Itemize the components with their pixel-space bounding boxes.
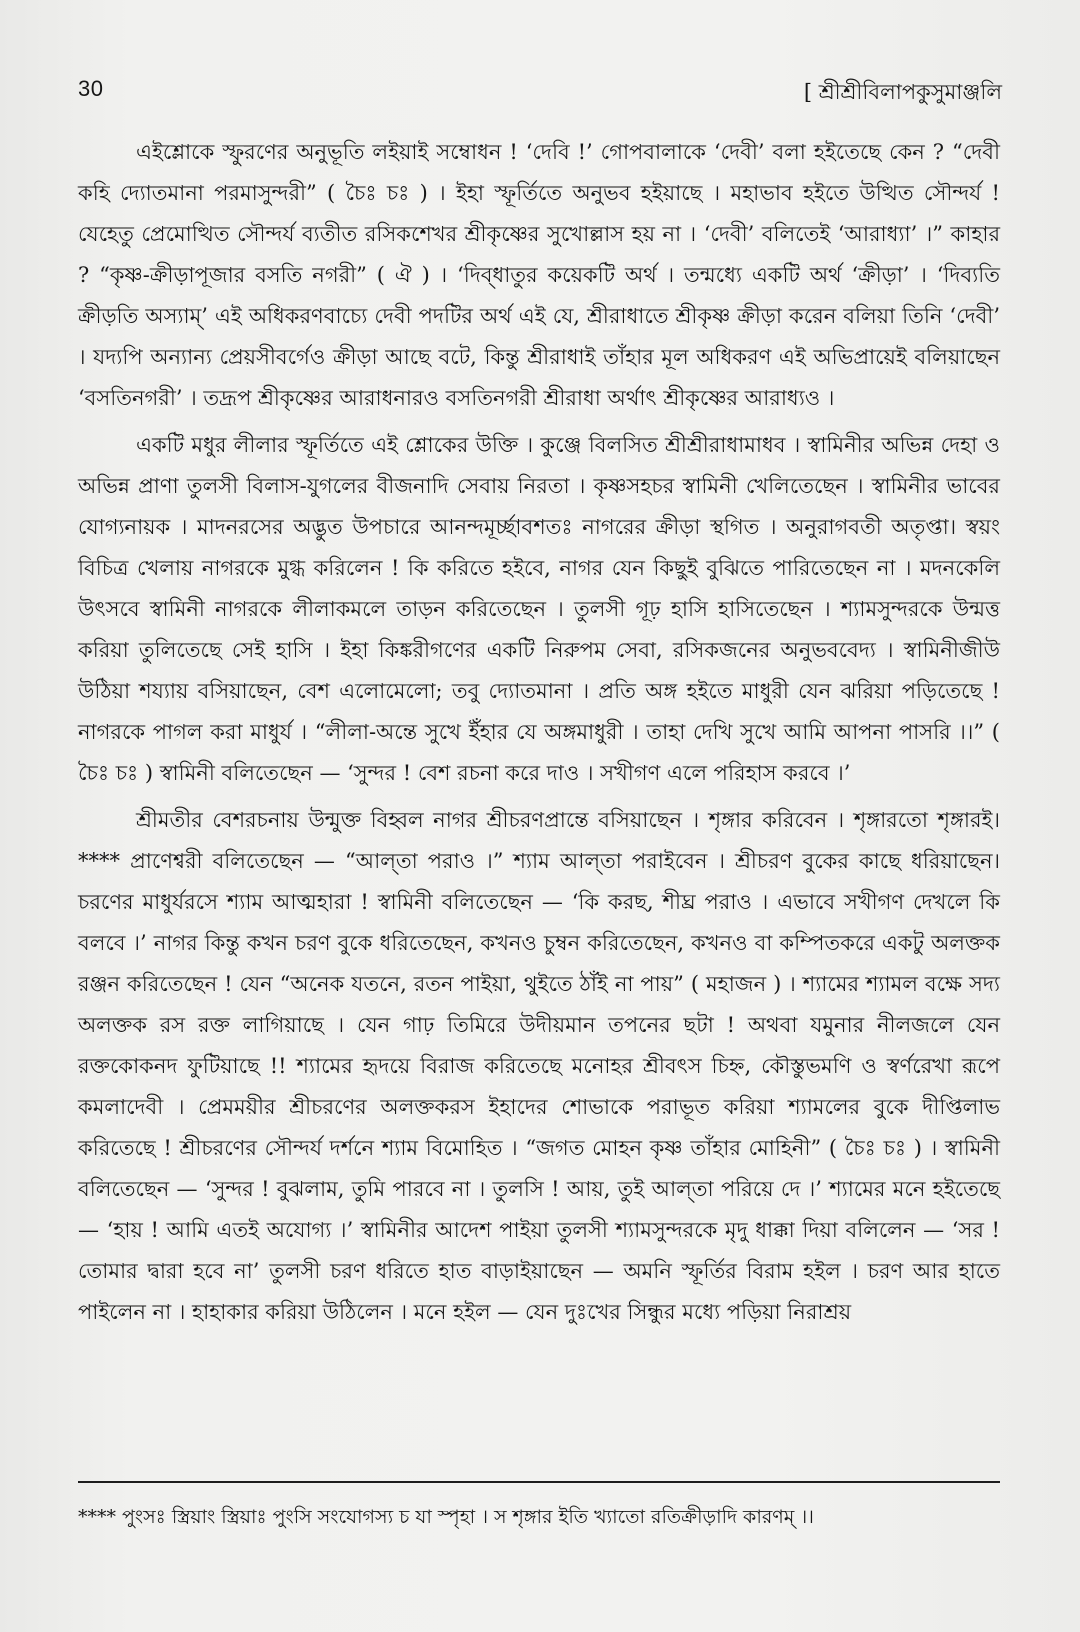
footnote-divider [78, 1481, 1000, 1483]
paragraph: শ্রীমতীর বেশরচনায় উন্মুক্ত বিহ্বল নাগর শ্রীচরণপ্রান্তে বসিয়াছেন । শৃঙ্গার করিবেন । শৃঙ্গারতো শৃঙ্গারই। **** প্রাণেশ্বরী বলিতেছেন — “আল্‌তা পরাও ।” শ্যাম আল্‌তা পরাইবেন । শ্রীচরণ বুকের কাছে ধরিয়াছেন। চরণের মাধুর্যরসে শ্যাম আত্মহারা ! স্বামিনী বলিতেছেন — ‘কি করছ, শীঘ্র পরাও । এভাবে সখীগণ দেখলে কি বলবে ।’ নাগর কিন্তু কখন চরণ বুকে ধরিতেছেন, কখনও চুম্বন করিতেছেন, কখনও বা কম্পিতকরে একটু অলক্তক রঞ্জন করিতেছেন ! যেন “অনেক যতনে, রতন পাইয়া, থুইতে ঠাঁই না পায়” ( মহাজন ) । শ্যামের শ্যামল বক্ষে সদ্য অলক্তক রস রক্ত লাগিয়াছে । যেন গাঢ় তিমিরে উদীয়মান তপনের ছটা ! অথবা যমুনার নীলজলে যেন রক্তকোকনদ ফুটিয়াছে !! শ্যামের হৃদয়ে বিরাজ করিতেছে মনোহর শ্রীবৎস চিহ্ন, কৌস্তুভমণি ও স্বর্ণরেখা রূপে কমলাদেবী । প্রেমময়ীর শ্রীচরণের অলক্তকরস ইহাদের শোভাকে পরাভূত করিয়া শ্যামলের বুকে দীপ্তিলাভ করিতেছে ! শ্রীচরণের সৌন্দর্য দর্শনে শ্যাম বিমোহিত । “জগত মোহন কৃষ্ণ তাঁহার মোহিনী” ( চৈঃ চঃ ) । স্বামিনী বলিতেছেন — ‘সুন্দর ! বুঝলাম, তুমি পারবে না । তুলসি ! আয়, তুই আল্‌তা পরিয়ে দে ।’ শ্যামের মনে হইতেছে — ‘হায় ! আমি এতই অযোগ্য ।’ স্বামিনীর আদেশ পাইয়া তুলসী শ্যামসুন্দরকে মৃদু ধাক্কা দিয়া বলিলেন — ‘সর ! তোমার দ্বারা হবে না’ তুলসী চরণ ধরিতে হাত বাড়াইয়াছেন — অমনি স্ফূর্তির বিরাম হইল । চরণ আর হাতে পাইলেন না । হাহাকার করিয়া উঠিলেন । মনে হইল — যেন দুঃখের সিন্ধুর মধ্যে পড়িয়া নিরাশ্রয় [78, 808, 1000, 1324]
paragraph: একটি মধুর লীলার স্ফূর্তিতে এই শ্লোকের উক্তি । কুঞ্জে বিলসিত শ্রীশ্রীরাধামাধব । স্বামিনীর অভিন্ন দেহা ও অভিন্ন প্রাণা তুলসী বিলাস-যুগলের বীজনাদি সেবায় নিরতা । কৃষ্ণসহচর স্বামিনী খেলিতেছেন । স্বামিনীর ভাবের যোগ্যনায়ক । মাদনরসের অদ্ভুত উপচারে আনন্দমূর্চ্ছাবশতঃ নাগরের ক্রীড়া স্থগিত । অনুরাগবতী অতৃপ্তা। স্বয়ং বিচিত্র খেলায় নাগরকে মুগ্ধ করিলেন ! কি করিতে হইবে, নাগর যেন কিছুই বুঝিতে পারিতেছেন না । মদনকেলি উৎসবে স্বামিনী নাগরকে লীলাকমলে তাড়ন করিতেছেন । তুলসী গূঢ় হাসি হাসিতেছেন । শ্যামসুন্দরকে উন্মত্ত করিয়া তুলিতেছে সেই হাসি । ইহা কিঙ্করীগণের একটি নিরুপম সেবা, রসিকজনের অনুভববেদ্য । স্বামিনীজীউ উঠিয়া শয্যায় বসিয়াছেন, বেশ এলোমেলো; তবু দ্যোতমানা । প্রতি অঙ্গ হইতে মাধুরী যেন ঝরিয়া পড়িতেছে ! নাগরকে পাগল করা মাধুর্য । “লীলা-অন্তে সুখে ইঁহার যে অঙ্গমাধুরী । তাহা দেখি সুখে আমি আপনা পাসরি ।।” ( চৈঃ চঃ ) স্বামিনী বলিতেছেন — ‘সুন্দর ! বেশ রচনা করে দাও । সখীগণ এলে পরিহাস করবে ।’ [78, 433, 1000, 785]
page-body [78, 132, 1000, 1339]
page-header [78, 76, 1002, 110]
footnote: **** পুংসঃ স্ত্রিয়াং স্ত্রিয়াঃ পুংসি সংযোগস্য চ যা স্পৃহা । স শৃঙ্গার ইতি খ্যাতো রতিক্রীড়াদি কারণম্ ।। [78, 1506, 814, 1528]
running-head: [ শ্রীশ্রীবিলাপকুসুমাঞ্জলি [803, 80, 1002, 104]
paragraph: এইশ্লোকে স্ফুরণের অনুভূতি লইয়াই সম্বোধন ! ‘দেবি !’ গোপবালাকে ‘দেবী’ বলা হইতেছে কেন ? “দেবী কহি দ্যোতমানা পরমাসুন্দরী” ( চৈঃ চঃ ) । ইহা স্ফূর্তিতে অনুভব হইয়াছে । মহাভাব হইতে উত্থিত সৌন্দর্য ! যেহেতু প্রেমোত্থিত সৌন্দর্য ব্যতীত রসিকশেখর শ্রীকৃষ্ণের সুখোল্লাস হয় না । ‘দেবী’ বলিতেই ‘আরাধ্যা’ ।” কাহার ? “কৃষ্ণ-ক্রীড়াপূজার বসতি নগরী” ( ঐ ) । ‘দিব্‌ধাতুর কয়েকটি অর্থ । তন্মধ্যে একটি অর্থ ‘ক্রীড়া’ । ‘দিব্যতি ক্রীড়তি অস্যাম্’ এই অধিকরণবাচ্যে দেবী পদটির অর্থ এই যে, শ্রীরাধাতে শ্রীকৃষ্ণ ক্রীড়া করেন বলিয়া তিনি ‘দেবী’ । যদ্যপি অন্যান্য প্রেয়সীবর্গেও ক্রীড়া আছে বটে, কিন্তু শ্রীরাধাই তাঁহার মূল অধিকরণ এই অভিপ্রায়েই বলিয়াছেন ‘বসতিনগরী’ । তদ্রূপ শ্রীকৃষ্ণের আরাধনারও বসতিনগরী শ্রীরাধা অর্থাৎ শ্রীকৃষ্ণের আরাধ্যও । [78, 140, 1000, 410]
page-number: 30 [78, 76, 104, 101]
